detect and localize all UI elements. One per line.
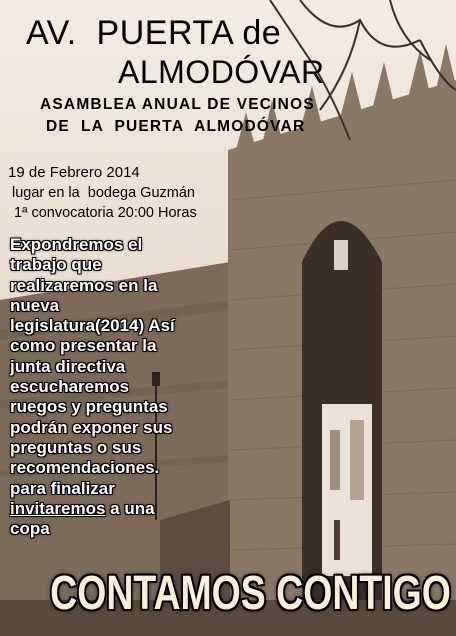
description-line: ruegos y preguntas [10, 397, 168, 417]
event-time: 1ª convocatoria 20:00 Horas [14, 205, 197, 221]
association-title-line1: AV. PUERTA de [26, 14, 282, 52]
description-line: nueva [10, 295, 60, 315]
description-line: Expondremos el [10, 235, 143, 254]
meeting-description [10, 235, 220, 539]
description-line: para finalizar [10, 478, 115, 498]
underlined-word: invitaremos [10, 498, 106, 518]
event-date: 19 de Febrero 2014 [8, 164, 140, 181]
association-title-line2: ALMODÓVAR [118, 54, 325, 90]
slogan-footer: CONTAMOS CONTIGO [50, 567, 451, 620]
description-line: podrán exponer sus [10, 417, 173, 437]
description-line: recomendaciones. [10, 458, 160, 478]
description-line: copa [10, 519, 50, 539]
arch-window [334, 240, 348, 270]
description-line-with-underline [10, 499, 220, 519]
street-view [322, 404, 372, 576]
event-venue: lugar en la bodega Guzmán [12, 185, 195, 201]
description-line: preguntas o sus [10, 437, 142, 457]
description-line: realizaremos en la [10, 275, 158, 295]
meeting-subtitle-line2: DE LA PUERTA ALMODÓVAR [46, 118, 306, 135]
description-line: escucharemos [10, 377, 130, 397]
description-tail: a una [105, 498, 155, 518]
description-line: legislatura(2014) Así [10, 316, 175, 336]
description-line: como presentar la [10, 336, 157, 356]
meeting-subtitle-line1: ASAMBLEA ANUAL DE VECINOS [40, 96, 315, 113]
description-line: junta directiva [10, 356, 126, 376]
description-line: trabajo que [10, 255, 102, 275]
